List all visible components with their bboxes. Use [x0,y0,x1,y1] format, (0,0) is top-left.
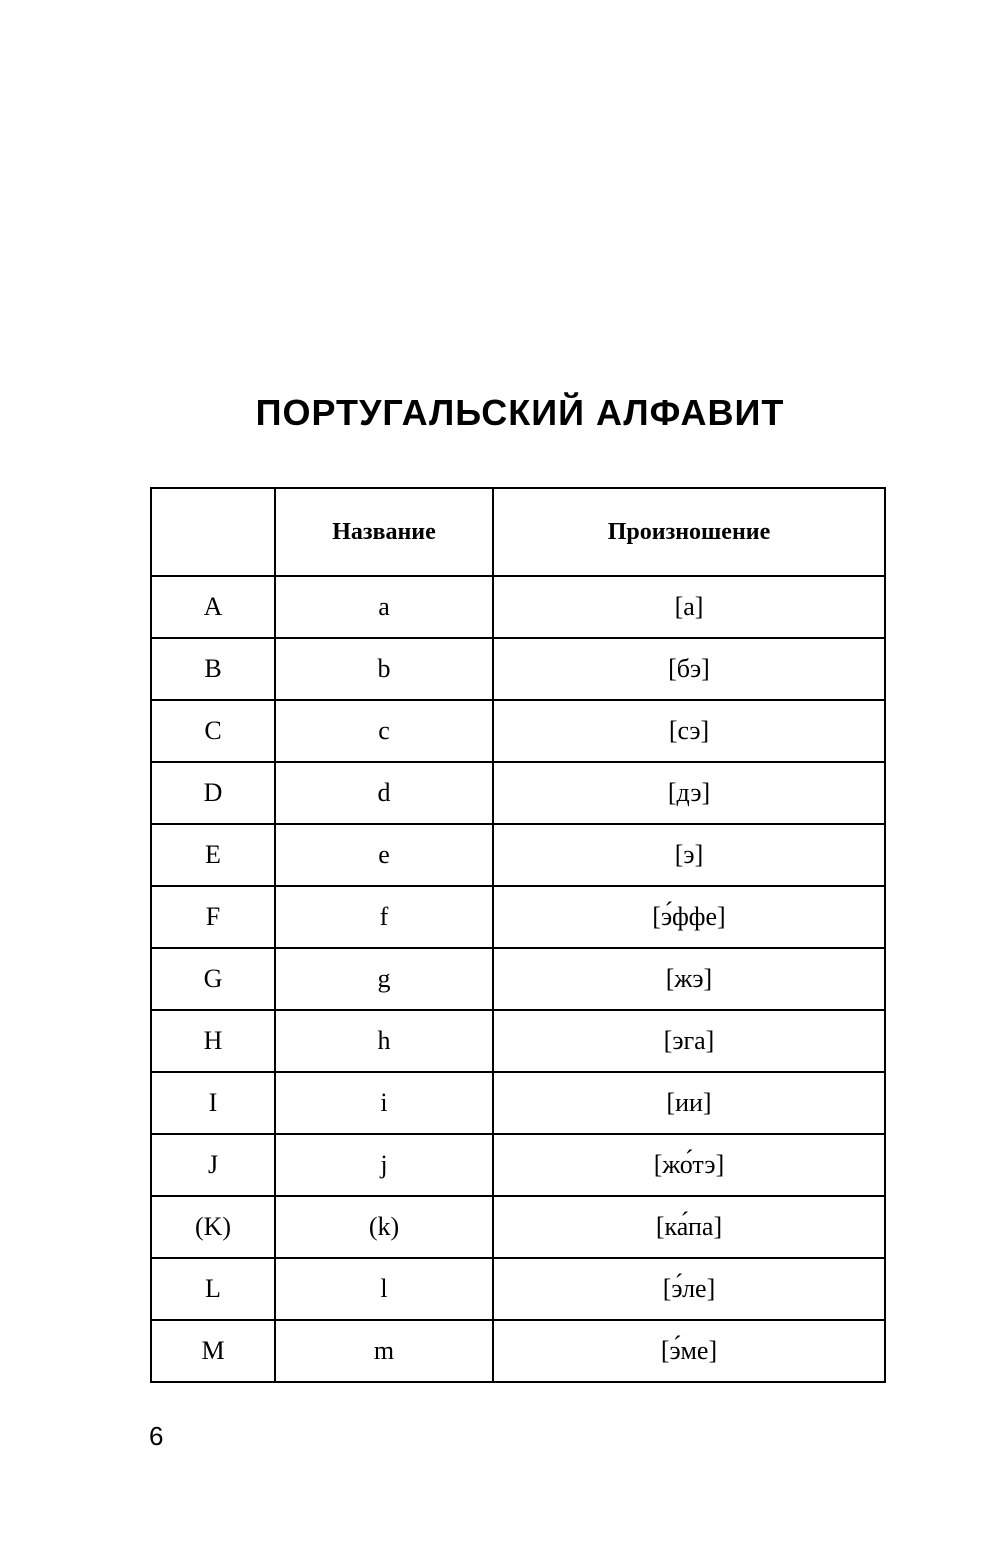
name-cell: j [275,1134,493,1196]
table-row [151,1320,885,1382]
table-row [151,638,885,700]
pronunciation-cell: [жо́тэ] [493,1134,885,1196]
letter-cell: F [151,886,275,948]
pronunciation-cell: [эга] [493,1010,885,1072]
alphabet-table [150,487,886,1383]
table-row [151,1010,885,1072]
pronunciation-cell: [а] [493,576,885,638]
name-cell: d [275,762,493,824]
name-cell: e [275,824,493,886]
letter-cell: L [151,1258,275,1320]
name-cell: a [275,576,493,638]
letter-cell: B [151,638,275,700]
name-cell: g [275,948,493,1010]
header-letter [151,488,275,576]
letter-cell: D [151,762,275,824]
name-cell: f [275,886,493,948]
name-cell: l [275,1258,493,1320]
table-row [151,1196,885,1258]
letter-cell: C [151,700,275,762]
table-row [151,700,885,762]
letter-cell: A [151,576,275,638]
table-row [151,762,885,824]
pronunciation-cell: [ии] [493,1072,885,1134]
page-title: ПОРТУГАЛЬСКИЙ АЛФАВИТ [255,392,785,434]
letter-cell: M [151,1320,275,1382]
letter-cell: H [151,1010,275,1072]
table-row [151,824,885,886]
header-name: Название [275,488,493,576]
letter-cell: J [151,1134,275,1196]
letter-cell: I [151,1072,275,1134]
table-row [151,886,885,948]
table-row [151,948,885,1010]
pronunciation-cell: [жэ] [493,948,885,1010]
name-cell: c [275,700,493,762]
pronunciation-cell: [э́ме] [493,1320,885,1382]
pronunciation-cell: [э́ле] [493,1258,885,1320]
name-cell: (k) [275,1196,493,1258]
name-cell: b [275,638,493,700]
letter-cell: (K) [151,1196,275,1258]
pronunciation-cell: [сэ] [493,700,885,762]
pronunciation-cell: [ка́па] [493,1196,885,1258]
pronunciation-cell: [э́ффе] [493,886,885,948]
pronunciation-cell: [дэ] [493,762,885,824]
table-row [151,1072,885,1134]
table-header-row [151,488,885,576]
name-cell: m [275,1320,493,1382]
letter-cell: G [151,948,275,1010]
pronunciation-cell: [бэ] [493,638,885,700]
page-number: 6 [149,1421,164,1451]
letter-cell: E [151,824,275,886]
header-pronunciation: Произношение [493,488,885,576]
name-cell: i [275,1072,493,1134]
table-row [151,576,885,638]
table-row [151,1134,885,1196]
table-row [151,1258,885,1320]
name-cell: h [275,1010,493,1072]
pronunciation-cell: [э] [493,824,885,886]
